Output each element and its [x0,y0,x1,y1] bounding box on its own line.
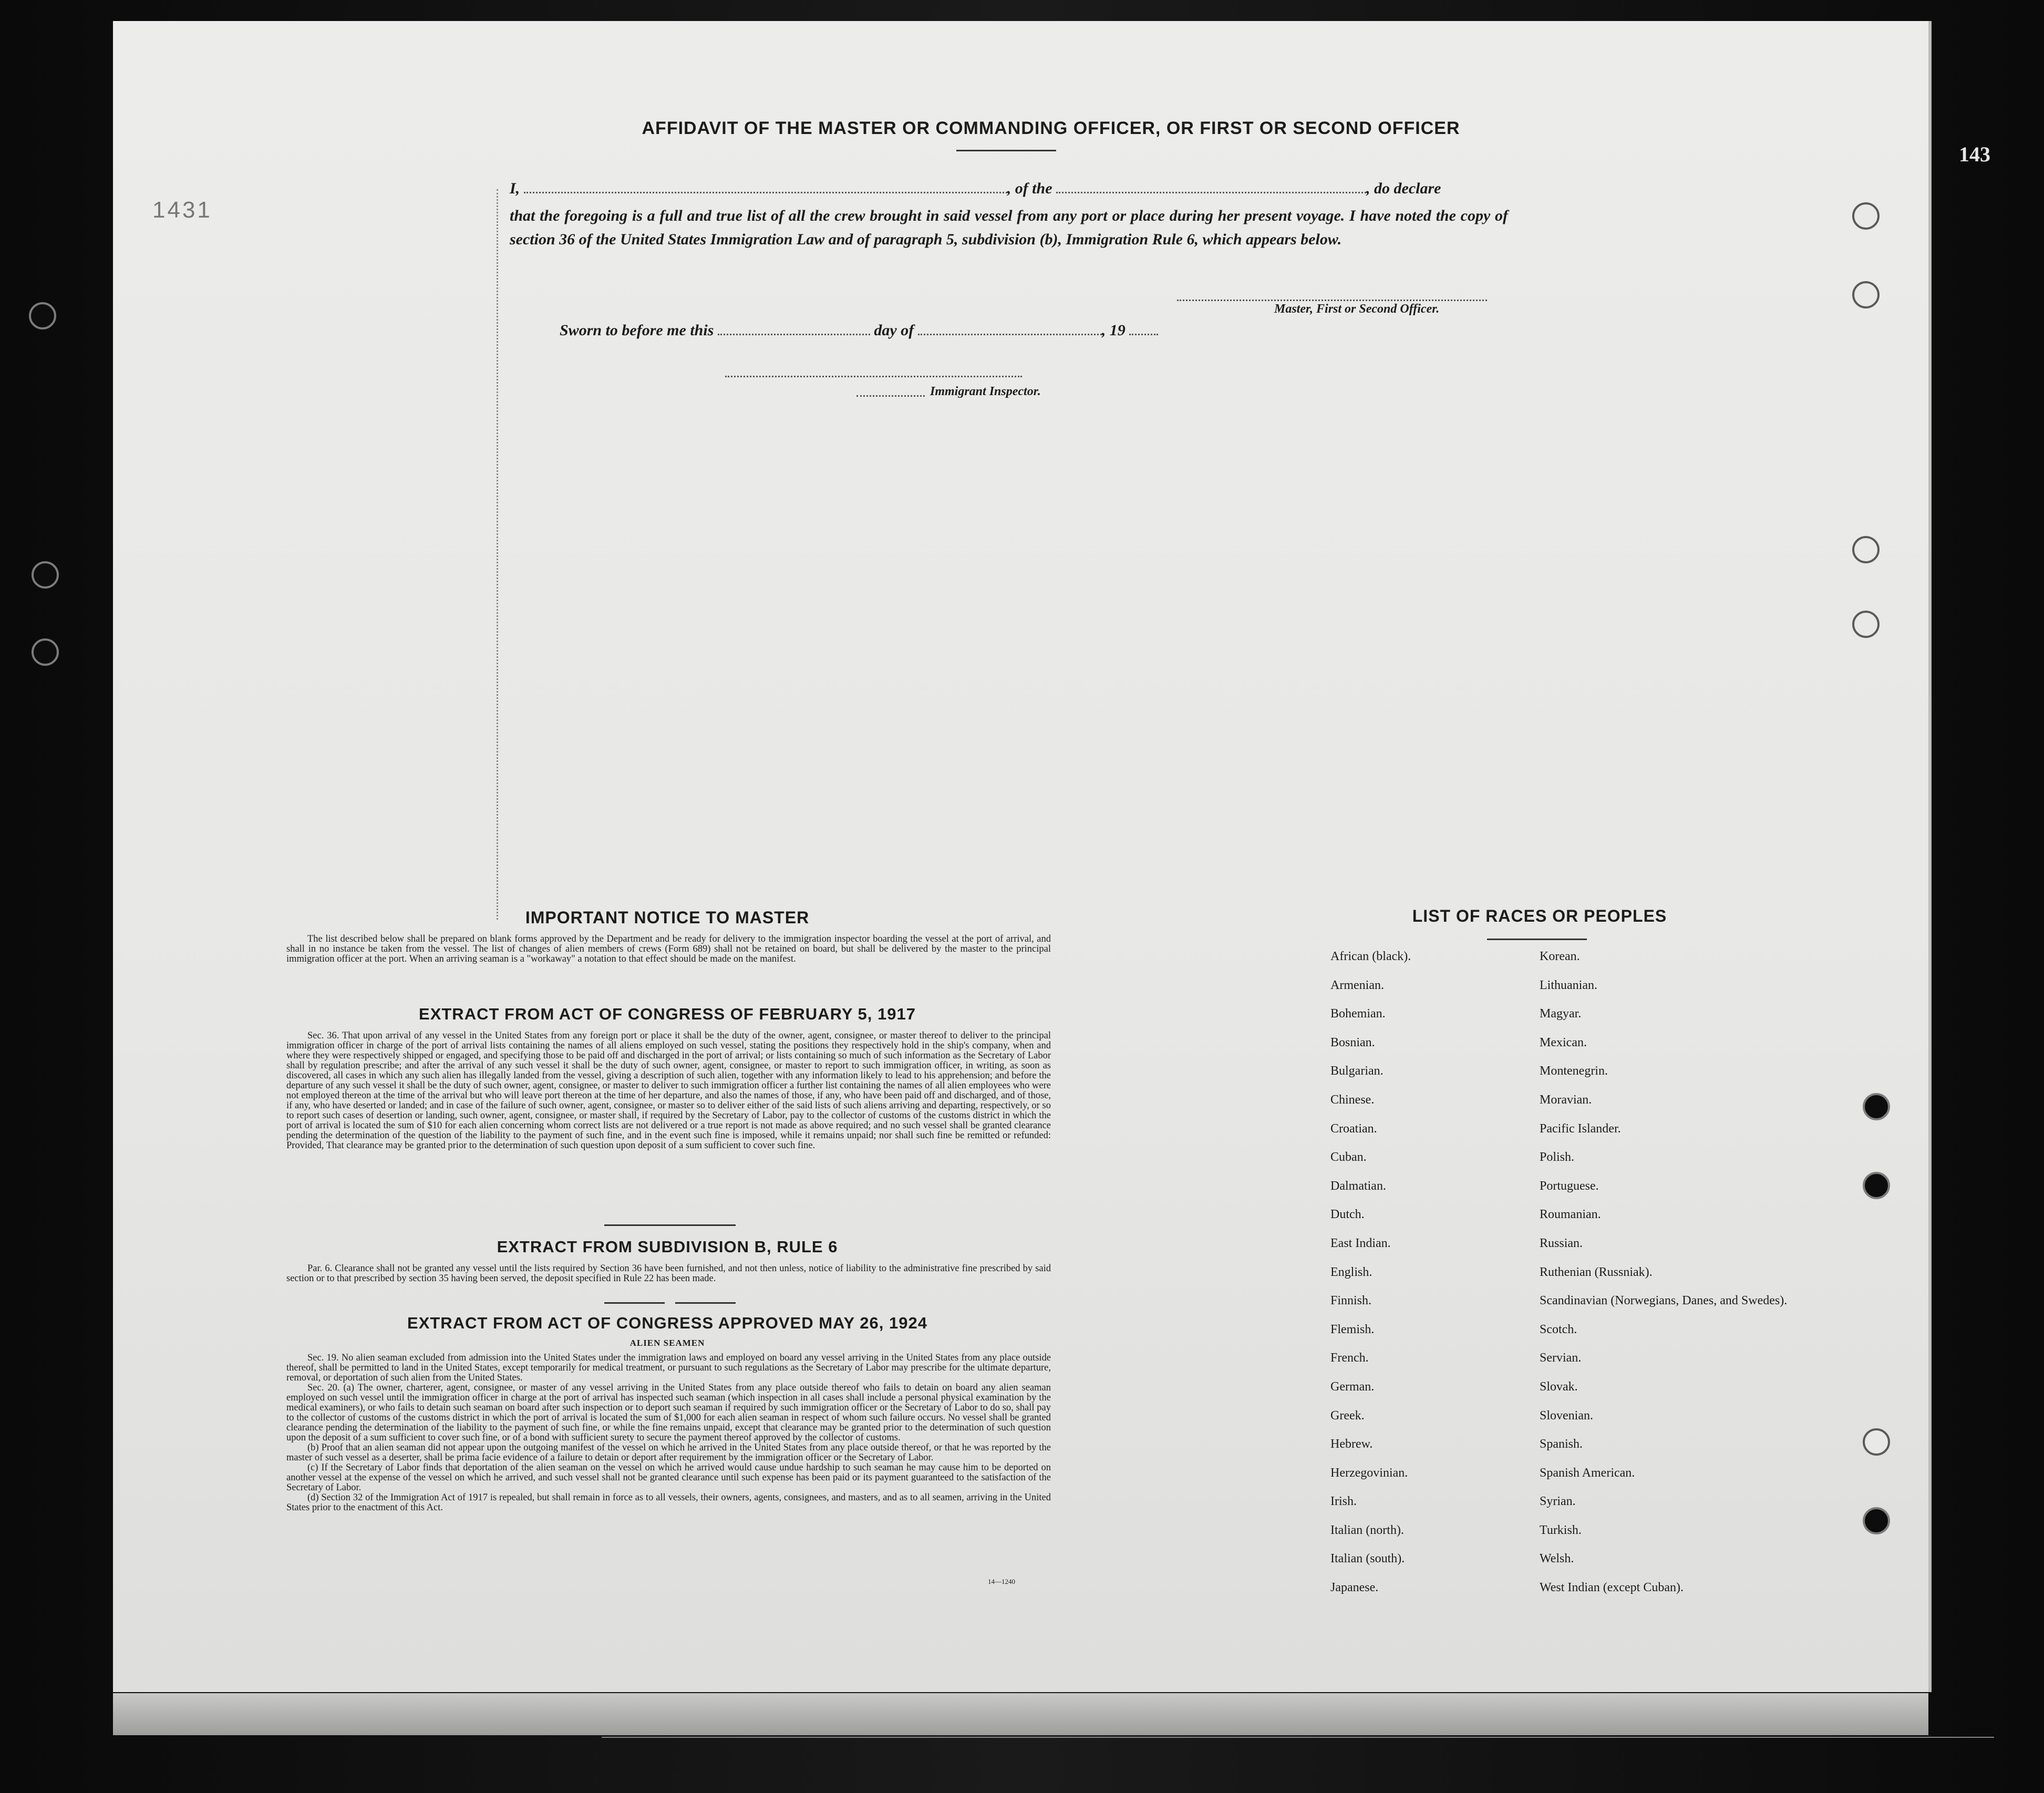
races-column-2 [1540,950,1787,1610]
extract1-body [286,1031,1051,1151]
inspector-label: Immigrant Inspector. [930,385,1041,398]
affidavit-declaration-line [510,180,1508,198]
race-item: Slovenian. [1540,1408,1593,1423]
punch-hole-icon [1852,281,1880,308]
vessel-field[interactable] [1056,181,1366,193]
race-item: Portuguese. [1540,1179,1599,1193]
race-item: Montenegrin. [1540,1064,1608,1078]
extract3-subtitle: ALIEN SEAMEN [629,1338,705,1348]
races-column-1 [1330,950,1411,1610]
race-item: West Indian (except Cuban). [1540,1581,1684,1595]
race-item: Cuban. [1330,1150,1367,1165]
race-item: Magyar. [1540,1007,1582,1021]
race-item: Herzegovinian. [1330,1466,1408,1480]
affidavit-body: that the foregoing is a full and true list of all the crew brought in said vessel from any port or place during her present voyage. I have noted the copy of section 36 of the United States Immigration Law and of paragraph 5, subdivision (b), Immigration Rule 6, which appears below. [510,207,1508,248]
race-item: Scotch. [1540,1322,1577,1336]
race-item: German. [1330,1379,1375,1394]
extract1-title: EXTRACT FROM ACT OF CONGRESS OF FEBRUARY 5, 1917 [419,1005,916,1023]
race-item: Slovak. [1540,1379,1578,1394]
extract2-body [286,1264,1051,1284]
extract3-paragraph: Sec. 19. No alien seaman excluded from admission into the United States under the immigration laws and employed on board any vessel arriving in the United States from any place outside thereof, shall be permitted to land in the United States, except temporarily for medical treatment, or pursuant to such regulations as the Secretary of Labor may prescribe for the ultimate departure, removal, or deportation of such alien from the United States. [286,1353,1051,1383]
section-rule [604,1224,736,1226]
race-item: Italian (north). [1330,1523,1404,1537]
notice-title: IMPORTANT NOTICE TO MASTER [525,908,810,927]
race-item: Bosnian. [1330,1035,1375,1049]
sworn-day-field[interactable] [718,323,870,335]
extract1-paragraph: Sec. 36. That upon arrival of any vessel in the United States from any foreign port or place it shall be the duty of the owner, agent, consignee, or master thereof to deliver to the principal immigration officer in charge of the port of arrival lists containing the names of all aliens employed on such vessel, stating the positions they respectively hold in the ship's company, when and where they were respectively shipped or engaged, and specifying those to be paid off and discharged in the port of arrival; or lists containing so much of such information as the Secretary of Labor shall by regulation prescribe; and after the arrival of any such vessel it shall be the duty of such owner, agent, consignee, or master to report to such immigration officer, in writing, as soon as discovered, all cases in which any such alien has illegally landed from the vessel, giving a description of such alien, together with any information likely to lead to his apprehension; and before the departure of any such vessel it shall be the duty of such owner, agent, consignee, or master to deliver to such immigration officer a further list containing the names of all alien employees who were not employed thereon at the time of the arrival but who will leave port thereon at the time of her departure, and also the names of those, if any, who have been paid off and discharged, and of those, if any, who have deserted or landed; and in case of the failure of such owner, agent, consignee, or master so to deliver either of the said lists of such aliens arriving and departing, respectively, or so to report such cases of desertion or landing, such owner, agent, consignee, or master shall, if required by the Secretary of Labor, pay to the collector of customs of the customs district in which the port of arrival is located the sum of $10 for each alien concerning whom correct lists are not delivered or a true report is not made as above required; and no such vessel shall be granted clearance pending the determination of the question of the liability to the payment of such fine, and in the event such fine is imposed, while it remains unpaid; nor shall such fine be remitted or refunded: Provided, That clearance may be granted prior to the determination of such question upon deposit of a sum sufficient to cover such fine. [286,1031,1051,1151]
race-item: Irish. [1330,1495,1357,1509]
race-item: Scandinavian (Norwegians, Danes, and Swedes). [1540,1294,1788,1308]
race-item: Mexican. [1540,1035,1587,1049]
affidavit-title: AFFIDAVIT OF THE MASTER OR COMMANDING OFFICER, OR FIRST OR SECOND OFFICER [642,118,1460,138]
name-field[interactable] [524,181,1007,193]
race-item: Polish. [1540,1150,1575,1165]
page-number: 143 [1959,142,1990,166]
punch-hole-icon [1863,1428,1890,1456]
race-item: Lithuanian. [1540,978,1597,992]
race-item: Armenian. [1330,978,1384,992]
extract3-paragraph: Sec. 20. (a) The owner, charterer, agent, consignee, or master of any vessel arriving in the United States from any place outside thereof who fails to detain on board any alien seaman employed on such vessel until the immigration officer in charge at the port of arrival has inspected such seaman (which inspection in all cases shall include a personal physical examination by the medical examiners), or who fails to detain such seaman on board after such inspection or to deport such seaman if required by such immigration officer or the Secretary of Labor to do so, shall pay to the collector of customs of the customs district in which the port of arrival is located the sum of $1,000 for each alien seaman in respect of whom such failure occurs. No vessel shall be granted clearance pending the determination of the liability to the payment of such fine, or while the fine remains unpaid, except that clearance may be granted prior to the determination of such question upon the deposit of a sum sufficient to cover such fine, or of a bond with sufficient surety to secure the payment thereof approved by the collector of customs. [286,1383,1051,1443]
race-item: Russian. [1540,1236,1583,1250]
punch-hole-icon [1852,611,1880,638]
race-item: Greek. [1330,1408,1365,1423]
race-item: Turkish. [1540,1523,1582,1537]
race-item: Syrian. [1540,1495,1576,1509]
inspector-signature-field[interactable] [725,376,1022,377]
signature-label: Master, First or Second Officer. [1274,302,1440,316]
form-number: 14—1240 [988,1578,1015,1585]
extract2-paragraph: Par. 6. Clearance shall not be granted any vessel until the lists required by Section 36 have been furnished, and not then unless, notice of liability to the administrative fine prescribed by said section or to that prescribed by section 35 having been served, the deposit specified in Rule 22 has been made. [286,1263,1051,1284]
binder-hole-icon [32,561,59,589]
punch-hole-icon [1852,536,1880,563]
extract3-paragraph: (d) Section 32 of the Immigration Act of 1917 is repealed, but shall remain in force as to all vessels, their owners, agents, consignees, and masters, and as to all seamen, arriving in the United States prior to the enactment of this Act. [286,1492,1051,1513]
extract3-paragraph: (b) Proof that an alien seaman did not appear upon the outgoing manifest of the vessel on which he arrived in the United States from any place outside thereof, or that he was reported by the master of such vessel as a deserter, shall be prima facie evidence of a failure to detain or deport after requirement by the immigration officer or the Secretary of Labor. [286,1442,1051,1463]
section-rule [604,1302,665,1304]
margin-dotted-line [497,189,498,920]
punch-hole-icon [1863,1507,1890,1534]
race-item: Chinese. [1330,1093,1375,1107]
sworn-line [560,322,1158,339]
race-item: Japanese. [1330,1581,1379,1595]
race-item: Spanish. [1540,1437,1583,1451]
fold-line [602,1737,1994,1738]
race-item: Hebrew. [1330,1437,1373,1451]
binder-hole-icon [29,302,56,329]
extract3-paragraph: (c) If the Secretary of Labor finds that deportation of the alien seaman on the vessel on which he arrived would cause undue hardship to such seaman he may cause him to be deported on another vessel at the expense of the vessel on which he arrived, and such vessel shall not be granted clearance until such expense has been paid or its payment guaranteed to the satisfaction of the Secretary of Labor. [286,1462,1051,1493]
race-item: Dutch. [1330,1208,1365,1222]
race-item: African (black). [1330,950,1411,963]
race-item: Finnish. [1330,1294,1372,1308]
race-item: Ruthenian (Russniak). [1540,1265,1653,1279]
race-item: Korean. [1540,950,1580,963]
race-item: Flemish. [1330,1322,1375,1336]
race-item: Servian. [1540,1351,1582,1365]
notice-paragraph: The list described below shall be prepared on blank forms approved by the Department and be ready for delivery to the immigration inspector boarding the vessel at the port of arrival, and shall in no instance be taken from the vessel. The list of changes of alien members of crews (Form 689) shall not be retained on board, but shall be delivered by the master to the principal immigration officer at the port. When an arriving seaman is a "workaway" a notation to that effect should be made on the manifest. [286,934,1051,964]
extract3-body [286,1353,1051,1513]
faded-stamp: 1431 [152,197,212,223]
race-item: Italian (south). [1330,1552,1405,1566]
race-item: Moravian. [1540,1093,1592,1107]
race-item: Welsh. [1540,1552,1574,1566]
punch-hole-icon [1852,202,1880,230]
declaration-declare: , do declare [1366,180,1441,197]
binder-hole-icon [32,638,59,666]
race-item: English. [1330,1265,1372,1279]
race-item: French. [1330,1351,1369,1365]
punch-hole-icon [1863,1172,1890,1199]
extract2-title: EXTRACT FROM SUBDIVISION B, RULE 6 [497,1238,838,1256]
race-item: Croatian. [1330,1121,1377,1136]
section-rule [675,1302,736,1304]
signature-field[interactable] [1177,300,1487,301]
extract3-title: EXTRACT FROM ACT OF CONGRESS APPROVED MAY 26, 1924 [407,1314,927,1332]
declaration-i: I, [510,180,520,197]
sworn-month-field[interactable] [918,323,1102,335]
races-rule [1487,939,1587,940]
punch-hole-icon [1863,1093,1890,1120]
race-item: Spanish American. [1540,1466,1635,1480]
notice-body [286,934,1051,964]
race-item: Pacific Islander. [1540,1121,1621,1136]
inspector-signature-underline [856,395,925,397]
race-item: East Indian. [1330,1236,1391,1250]
sworn-day-of: day of [874,322,914,339]
sworn-text: Sworn to before me this [560,322,714,339]
race-item: Bohemian. [1330,1007,1386,1021]
sheet-bottom-edge [113,1693,1928,1735]
race-item: Dalmatian. [1330,1179,1386,1193]
declaration-of: , of the [1007,180,1052,197]
sworn-year-field[interactable] [1129,323,1158,335]
race-item: Bulgarian. [1330,1064,1384,1078]
sworn-year: , 19 [1101,322,1126,339]
title-rule [956,150,1056,151]
races-title: LIST OF RACES OR PEOPLES [1412,906,1667,925]
race-item: Roumanian. [1540,1208,1601,1222]
